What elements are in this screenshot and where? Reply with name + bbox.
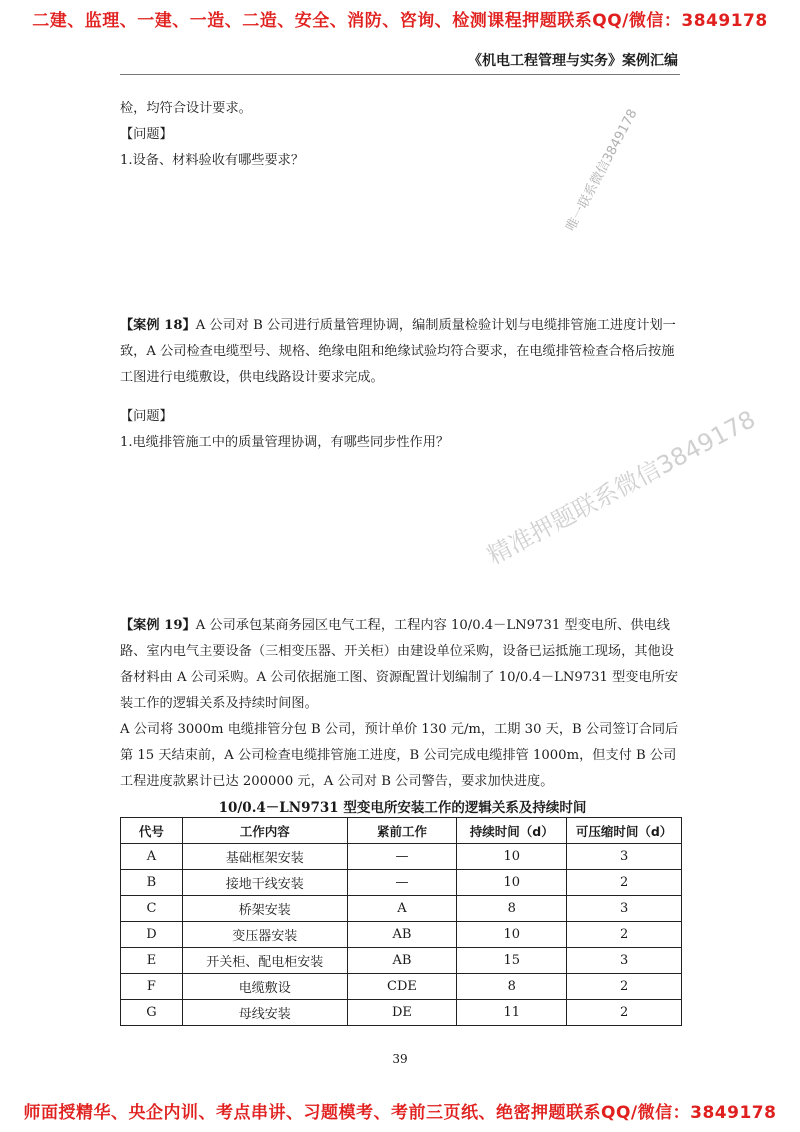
table-row [121, 1000, 682, 1026]
col-header-work: 工作内容 [182, 818, 347, 844]
col-header-compressible: 可压缩时间（d） [567, 818, 682, 844]
cell-work: 母线安装 [182, 1000, 347, 1026]
cell-predecessor: DE [347, 1000, 457, 1026]
table-row [121, 844, 682, 870]
watermark-1: 唯一联系微信3849178 [563, 106, 641, 234]
case-19-paragraph [120, 613, 685, 717]
cell-duration: 8 [457, 896, 567, 922]
table-title: 10/0.4－LN9731 型变电所安装工作的逻辑关系及持续时间 [218, 800, 587, 816]
cell-predecessor: A [347, 896, 457, 922]
cell-work: 基础框架安装 [182, 844, 347, 870]
cell-compressible: 2 [567, 1000, 682, 1026]
continued-text: 检，均符合设计要求。 [120, 101, 252, 116]
cell-code: D [121, 922, 183, 948]
cell-work: 电缆敷设 [182, 974, 347, 1000]
cell-work: 开关柜、配电柜安装 [182, 948, 347, 974]
cell-code: G [121, 1000, 183, 1026]
case-19-label: 【案例 19】 [120, 618, 196, 633]
case-19-text-1: A 公司承包某商务园区电气工程，工程内容 10/0.4－LN9731 型变电所、供电线路、室内电气主要设备（三相变压器、开关柜）由建设单位采购，设备已运抵施工现场，其他设备材料由 A 公司采购。A 公司依据施工图、资源配置计划编制了 10/0.4－LN9731 型变电所安装工作的逻辑关系及持续时间图。 [120, 618, 679, 711]
cell-compressible: 3 [567, 948, 682, 974]
bottom-promo-banner: 师面授精华、央企内训、考点串讲、习题模考、考前三页纸、绝密押题联系QQ/微信：3849178 [23, 1103, 777, 1123]
col-header-duration: 持续时间（d） [457, 818, 567, 844]
cell-code: E [121, 948, 183, 974]
cell-work: 变压器安装 [182, 922, 347, 948]
table-row [121, 948, 682, 974]
cell-work: 接地干线安装 [182, 870, 347, 896]
cell-duration: 10 [457, 922, 567, 948]
running-header: 《机电工程管理与实务》案例汇编 [468, 53, 678, 69]
cell-code: B [121, 870, 183, 896]
table-row [121, 896, 682, 922]
cell-compressible: 3 [567, 896, 682, 922]
cell-compressible: 2 [567, 870, 682, 896]
question-heading-2: 【问题】 [120, 409, 173, 424]
table-row [121, 974, 682, 1000]
question-item-1: 1.设备、材料验收有哪些要求？ [120, 153, 305, 168]
cell-compressible: 2 [567, 974, 682, 1000]
case-19-paragraph-2: A 公司将 3000m 电缆排管分包 B 公司，预计单价 130 元/m，工期 30 天，B 公司签订合同后第 15 天结束前，A 公司检查电缆排管施工进度，B 公司完成电缆排管 1000m，但支付 B 公司工程进度款累计已达 200000 元，A 公司对 B 公司警告，要求加快进度。 [120, 722, 679, 789]
cell-code: A [121, 844, 183, 870]
question-heading-1: 【问题】 [120, 127, 173, 142]
case-18-text: A 公司对 B 公司进行质量管理协调，编制质量检验计划与电缆排管施工进度计划一致，A 公司检查电缆型号、规格、绝缘电阻和绝缘试验均符合要求，在电缆排管检查合格后按施工图进行电缆敷设，供电线路设计要求完成。 [120, 318, 676, 385]
header-rule [120, 74, 680, 75]
page-number: 39 [392, 1052, 408, 1066]
table-row [121, 922, 682, 948]
cell-duration: 10 [457, 844, 567, 870]
cell-code: F [121, 974, 183, 1000]
watermark-2: 精准押题联系微信3849178 [482, 404, 760, 571]
question-item-2: 1.电缆排管施工中的质量管理协调，有哪些同步性作用？ [120, 435, 450, 450]
case-18-label: 【案例 18】 [120, 318, 196, 333]
cell-predecessor: — [347, 870, 457, 896]
top-promo-banner: 二建、监理、一建、一造、二造、安全、消防、咨询、检测课程押题联系QQ/微信：3849178 [32, 11, 768, 31]
cell-duration: 15 [457, 948, 567, 974]
cell-predecessor: CDE [347, 974, 457, 1000]
cell-work: 桥架安装 [182, 896, 347, 922]
cell-duration: 10 [457, 870, 567, 896]
cell-code: C [121, 896, 183, 922]
cell-compressible: 2 [567, 922, 682, 948]
cell-duration: 11 [457, 1000, 567, 1026]
case-18-paragraph [120, 313, 685, 391]
table-header-row [121, 818, 682, 844]
col-header-code: 代号 [121, 818, 183, 844]
cell-predecessor: AB [347, 948, 457, 974]
cell-predecessor: — [347, 844, 457, 870]
col-header-predecessor: 紧前工作 [347, 818, 457, 844]
logic-duration-table [120, 817, 682, 1026]
table-row [121, 870, 682, 896]
cell-predecessor: AB [347, 922, 457, 948]
cell-duration: 8 [457, 974, 567, 1000]
cell-compressible: 3 [567, 844, 682, 870]
